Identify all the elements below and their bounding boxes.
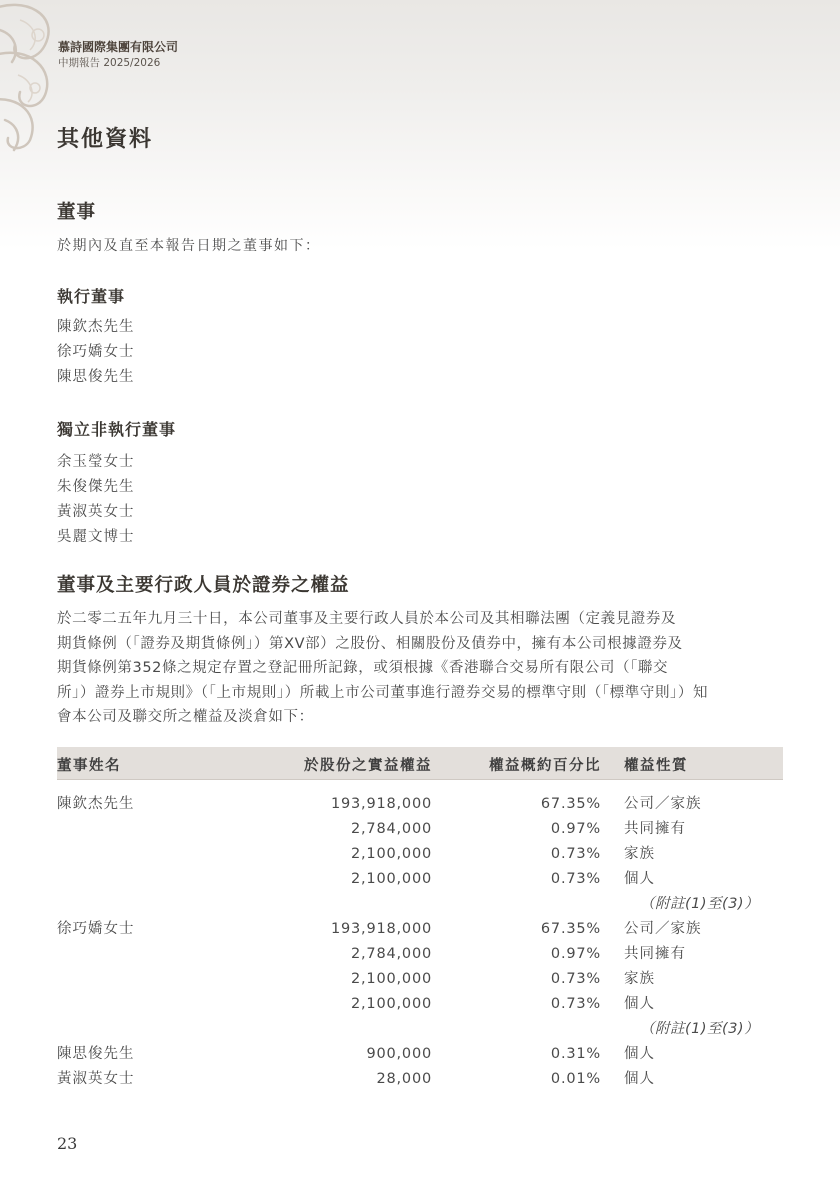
percentage-cell: 67.35%: [540, 796, 601, 812]
nature-cell: 個人: [624, 996, 655, 1012]
directors-heading: 董事: [57, 202, 97, 223]
header-beneficial-interest: 於股份之實益權益: [304, 758, 432, 774]
independent-directors-list: [57, 450, 135, 550]
table-row: [57, 942, 783, 967]
note-reference: （附註(1)至(3)）: [640, 896, 760, 912]
percentage-cell: 0.73%: [550, 846, 601, 862]
shares-cell: 193,918,000: [330, 796, 432, 812]
shares-cell: 2,784,000: [351, 821, 432, 837]
paragraph-line: 期貨條例（「證券及期貨條例」）第XV部）之股份、相關股份及債券中，擁有本公司根據證券及: [57, 635, 683, 652]
nature-cell: 家族: [624, 846, 655, 862]
nature-cell: 公司／家族: [624, 921, 702, 937]
table-row: [57, 1067, 783, 1092]
percentage-cell: 0.73%: [550, 871, 601, 887]
shares-cell: 28,000: [376, 1071, 432, 1087]
report-label: 中期報告 2025/2026: [58, 57, 161, 69]
shares-cell: 2,100,000: [351, 871, 432, 887]
note-reference: （附註(1)至(3)）: [640, 1021, 760, 1037]
nature-cell: 個人: [624, 871, 655, 887]
independent-directors-heading: 獨立非執行董事: [57, 420, 177, 439]
table-row: [57, 842, 783, 867]
interests-paragraph: [57, 607, 783, 730]
director-name-cell: 徐巧嬌女士: [57, 921, 135, 937]
paragraph-line: 所」）證券上市規則》（「上市規則」）所載上市公司董事進行證券交易的標準守則（「標準守則」）知: [57, 684, 709, 701]
director-name: 陳思俊先生: [57, 369, 135, 385]
interests-heading: 董事及主要行政人員於證券之權益: [57, 575, 350, 596]
director-name: 陳欽杰先生: [57, 319, 135, 335]
director-name: 徐巧嬌女士: [57, 344, 135, 360]
nature-cell: 個人: [624, 1071, 655, 1087]
nature-cell: 家族: [624, 971, 655, 987]
table-note-row: [57, 1017, 783, 1042]
percentage-cell: 0.73%: [550, 996, 601, 1012]
shares-cell: 2,100,000: [351, 996, 432, 1012]
percentage-cell: 0.73%: [550, 971, 601, 987]
table-row: [57, 792, 783, 817]
table-row: [57, 967, 783, 992]
paragraph-line: 於二零二五年九月三十日，本公司董事及主要行政人員於本公司及其相聯法團（定義見證券及: [57, 611, 677, 627]
shares-cell: 2,784,000: [351, 946, 432, 962]
director-name-cell: 陳欽杰先生: [57, 796, 135, 812]
paragraph-line: 會本公司及聯交所之權益及淡倉如下：: [57, 709, 314, 725]
director-name: 黃淑英女士: [57, 504, 135, 520]
shares-cell: 900,000: [366, 1046, 432, 1062]
director-name: 余玉瑩女士: [57, 454, 135, 470]
nature-cell: 公司／家族: [624, 796, 702, 812]
table-row: [57, 1042, 783, 1067]
header-director-name: 董事姓名: [57, 758, 121, 774]
table-row: [57, 817, 783, 842]
table-row: [57, 917, 783, 942]
director-name: 朱俊傑先生: [57, 479, 135, 495]
table-note-row: [57, 892, 783, 917]
executive-directors-heading: 執行董事: [57, 287, 126, 306]
percentage-cell: 0.97%: [550, 946, 601, 962]
table-row: [57, 867, 783, 892]
nature-cell: 個人: [624, 1046, 655, 1062]
director-name-cell: 陳思俊先生: [57, 1046, 135, 1062]
executive-directors-list: [57, 315, 135, 390]
header-nature: 權益性質: [624, 758, 688, 774]
table-header: [57, 747, 783, 780]
shares-cell: 2,100,000: [351, 846, 432, 862]
director-name-cell: 黃淑英女士: [57, 1071, 135, 1087]
percentage-cell: 0.31%: [550, 1046, 601, 1062]
paragraph-line: 期貨條例第352條之規定存置之登記冊所記錄，或須根據《香港聯合交易所有限公司（「聯交: [57, 660, 669, 676]
company-name: 慕詩國際集團有限公司: [58, 40, 179, 54]
percentage-cell: 0.01%: [550, 1071, 601, 1087]
percentage-cell: 0.97%: [550, 821, 601, 837]
nature-cell: 共同擁有: [624, 821, 686, 837]
percentage-cell: 67.35%: [540, 921, 601, 937]
page-number: 23: [57, 1134, 78, 1153]
nature-cell: 共同擁有: [624, 946, 686, 962]
page-title: 其他資料: [57, 126, 154, 152]
shares-cell: 193,918,000: [330, 921, 432, 937]
director-name: 吳麗文博士: [57, 529, 135, 545]
header-percentage: 權益概約百分比: [489, 758, 601, 774]
shares-cell: 2,100,000: [351, 971, 432, 987]
directors-intro: 於期內及直至本報告日期之董事如下：: [57, 238, 321, 254]
table-row: [57, 992, 783, 1017]
